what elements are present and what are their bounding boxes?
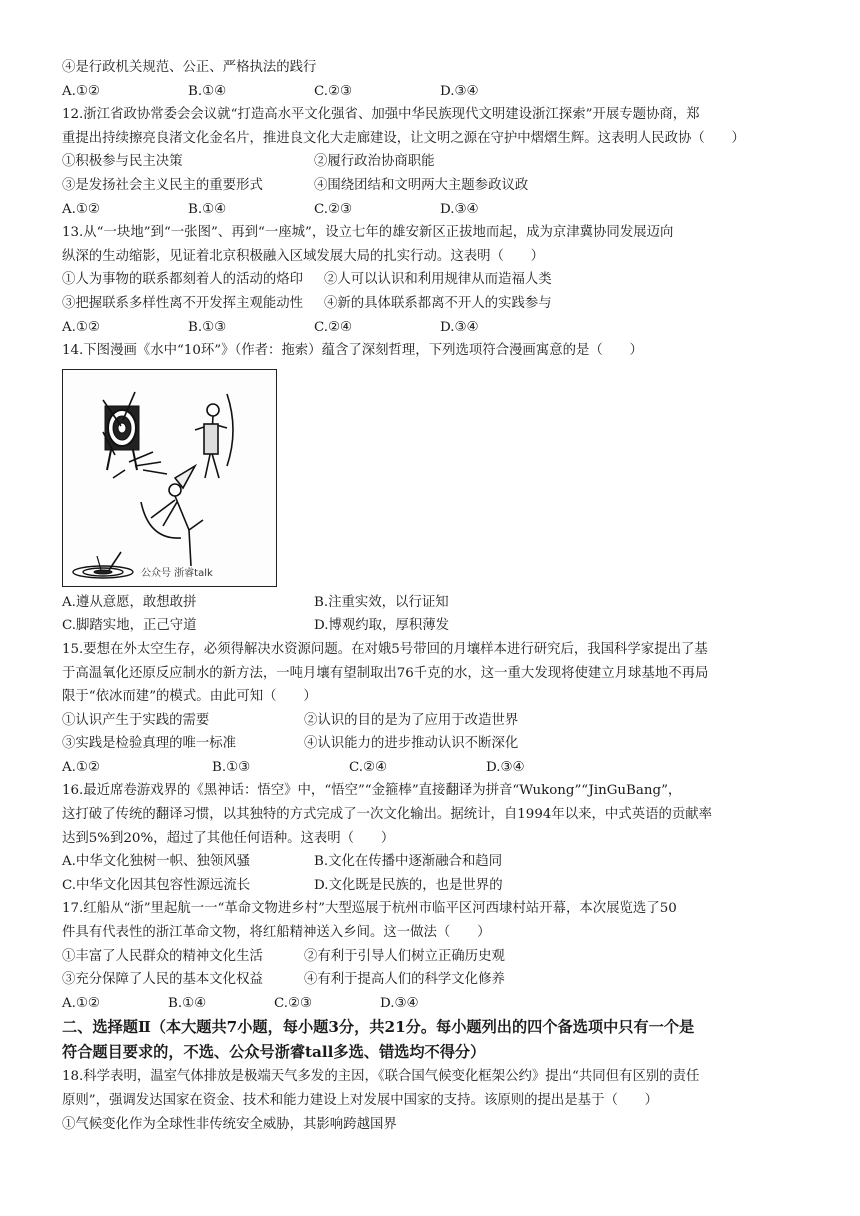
q11-options <box>62 80 802 104</box>
q15-option-c[interactable]: C.②④ <box>349 759 388 775</box>
q13-stem-line-2: 纵深的生动缩影，见证着北京积极融入区域发展大局的扎实行动。这表明（ ） <box>62 248 545 264</box>
q12-statement-1: ①积极参与民主决策 <box>62 154 183 170</box>
q18-statement-1: ①气候变化作为全球性非传统安全威胁，其影响跨越国界 <box>62 1116 397 1132</box>
q16-options-row-1 <box>62 850 802 874</box>
q14-option-b[interactable]: B.注重实效，以行证知 <box>314 594 449 610</box>
q12-statement-3: ③是发扬社会主义民主的重要形式 <box>62 177 263 193</box>
q12-option-a[interactable]: A.①② <box>62 201 100 217</box>
q12-statement-4: ④围绕团结和文明两大主题参政议政 <box>314 177 529 193</box>
q16-stem-line-3: 达到5%到20%，超过了其他任何语种。这表明（ ） <box>62 830 395 846</box>
q15-option-d[interactable]: D.③④ <box>486 759 525 775</box>
q17-statements-row-1 <box>62 945 802 969</box>
q13-stem-line-1: 13.从“一块地”到“一张图”、再到“一座城”，设立七年的雄安新区正拔地而起，成为京津冀协同发展迈向 <box>62 225 674 241</box>
q12-option-c[interactable]: C.②③ <box>314 201 353 217</box>
exam-page <box>62 56 802 1136</box>
q18-stem-line-2: 原则”，强调发达国家在资金、技术和能力建设上对发展中国家的支持。该原则的提出是基于（ ） <box>62 1093 659 1108</box>
q17-statement-1: ①丰富了人民群众的精神文化生活 <box>62 948 263 964</box>
q17-statement-3: ③充分保障了人民的基本文化权益 <box>62 972 263 988</box>
q12-stem-line-1: 12.浙江省政协常委会会议就“打造高水平文化强省、加强中华民族现代文明建设浙江探索”开展专题协商，郑 <box>62 107 700 123</box>
q15-stem-line-1: 15.要想在外太空生存，必须得解决水资源问题。在对娥5号带回的月壤样本进行研究后，我国科学家提出了基 <box>62 641 708 657</box>
q12-option-b[interactable]: B.①④ <box>188 201 227 217</box>
q17-statement-2: ②有利于引导人们树立正确历史观 <box>304 948 505 964</box>
q15-statements-row-2 <box>62 732 802 756</box>
q13-statements-row-2 <box>62 292 802 316</box>
q14-options-row-2 <box>62 614 802 638</box>
section-heading-line-1: 二、选择题Ⅱ（本大题共7小题，每小题3分，共21分。每小题列出的四个备选项中只有一个是 <box>62 1018 695 1037</box>
q11-statement-4: ④是行政机关规范、公正、严格执法的践行 <box>62 60 317 75</box>
q15-option-a[interactable]: A.①② <box>62 759 100 775</box>
q12-statement-2: ②履行政治协商职能 <box>314 154 435 170</box>
q16-options-row-2 <box>62 874 802 898</box>
q16-option-b[interactable]: B.文化在传播中逐渐融合和趋同 <box>314 854 503 870</box>
water-target <box>73 552 133 578</box>
q16-option-a[interactable]: A.中华文化独树一帜、独领风骚 <box>62 854 251 870</box>
q12-option-d[interactable]: D.③④ <box>440 201 479 217</box>
q13-statement-3: ③把握联系多样性离不开发挥主观能动性 <box>62 295 304 311</box>
q17-statements-row-2 <box>62 968 802 992</box>
q16-stem-line-2: 这打破了传统的翻译习惯，以其独特的方式完成了一次文化输出。据统计，自1994年以来，中式英语的贡献率 <box>62 807 713 823</box>
archer-standing <box>195 394 233 478</box>
q14-option-c[interactable]: C.脚踏实地，正己守道 <box>62 618 197 634</box>
q17-option-b[interactable]: B.①④ <box>168 995 207 1011</box>
q13-statements-row-1 <box>62 268 802 292</box>
q15-statement-1: ①认识产生于实践的需要 <box>62 712 210 728</box>
q17-stem-line-2: 件具有代表性的浙江革命文物，将红船精神送入乡间。这一做法（ ） <box>62 925 491 941</box>
q17-option-c[interactable]: C.②③ <box>274 995 313 1011</box>
q18-stem-line-1: 18.科学表明，温室气体排放是极端天气多发的主因，《联合国气候变化框架公约》提出“共同但有区别的责任 <box>62 1069 700 1085</box>
q14-option-d[interactable]: D.博观约取，厚积薄发 <box>314 618 450 634</box>
q12-statements-row-2 <box>62 174 802 198</box>
q13-option-d[interactable]: D.③④ <box>440 319 479 335</box>
q17-stem-line-1: 17.红船从“浙”里起航一一“革命文物进乡村”大型巡展于杭州市临平区河西埭村站开幕，本次展览选了50 <box>62 901 677 917</box>
q11-option-a[interactable]: A.①② <box>62 83 100 99</box>
watermark-text: 公众号 浙睿talk <box>141 567 213 579</box>
q12-statements-row-1 <box>62 150 802 174</box>
q16-option-d[interactable]: D.文化既是民族的，也是世界的 <box>314 877 503 893</box>
q12-options <box>62 198 802 222</box>
cartoon-image <box>62 369 277 587</box>
cartoon-illustration <box>63 370 276 586</box>
q15-options <box>62 756 802 780</box>
q14-options-row-1 <box>62 591 802 615</box>
q13-options <box>62 316 802 340</box>
q13-option-c[interactable]: C.②④ <box>314 319 353 335</box>
q17-option-a[interactable]: A.①② <box>62 995 100 1011</box>
section-heading-line-2: 符合题目要求的，不选、公众号浙睿tall多选、错选均不得分） <box>62 1043 486 1062</box>
q16-stem-line-1: 16.最近席卷游戏界的《黑神话：悟空》中，“悟空”“金箍棒”直接翻译为拼音“Wukong”“JinGuBang”， <box>62 783 682 799</box>
archer-aiming <box>141 466 203 566</box>
q14-stem: 14.下图漫画《水中“10环”》（作者：拖索）蕴含了深刻哲理，下列选项符合漫画寓意的是（ ） <box>62 343 643 359</box>
q13-statement-2: ②人可以认识和利用规律从而造福人类 <box>324 272 552 288</box>
q13-option-b[interactable]: B.①③ <box>188 319 227 335</box>
q11-option-b[interactable]: B.①④ <box>188 83 227 99</box>
q13-statement-4: ④新的具体联系都离不开人的实践参与 <box>324 295 552 311</box>
q13-option-a[interactable]: A.①② <box>62 319 100 335</box>
q12-stem-line-2: 重提出持续擦亮良渚文化金名片，推进良文化大走廊建设，让文明之源在守护中熠熠生辉。这表明人民政协（ ） <box>62 130 745 146</box>
q15-statement-3: ③实践是检验真理的唯一标准 <box>62 736 237 752</box>
q11-option-c[interactable]: C.②③ <box>314 83 353 99</box>
q14-option-a[interactable]: A.遵从意愿，敢想敢拼 <box>62 594 197 610</box>
q11-option-d[interactable]: D.③④ <box>440 83 479 99</box>
q16-option-c[interactable]: C.中华文化因其包容性源远流长 <box>62 877 251 893</box>
q13-statement-1: ①人为事物的联系都刻着人的活动的烙印 <box>62 272 304 288</box>
q15-statement-2: ②认识的目的是为了应用于改造世界 <box>304 712 519 728</box>
q15-statements-row-1 <box>62 709 802 733</box>
q15-stem-line-2: 于高温氧化还原反应制水的新方法，一吨月壤有望制取出76千克的水，这一重大发现将使建立月球基地不再局 <box>62 665 709 681</box>
q15-stem-line-3: 限于“依冰而建”的模式。由此可知（ ） <box>62 689 317 705</box>
q17-statement-4: ④有利于提高人们的科学文化修养 <box>304 972 505 988</box>
q17-options <box>62 992 802 1016</box>
q17-option-d[interactable]: D.③④ <box>380 995 419 1011</box>
q15-option-b[interactable]: B.①③ <box>212 759 251 775</box>
q15-statement-4: ④认识能力的进步推动认识不断深化 <box>304 736 519 752</box>
